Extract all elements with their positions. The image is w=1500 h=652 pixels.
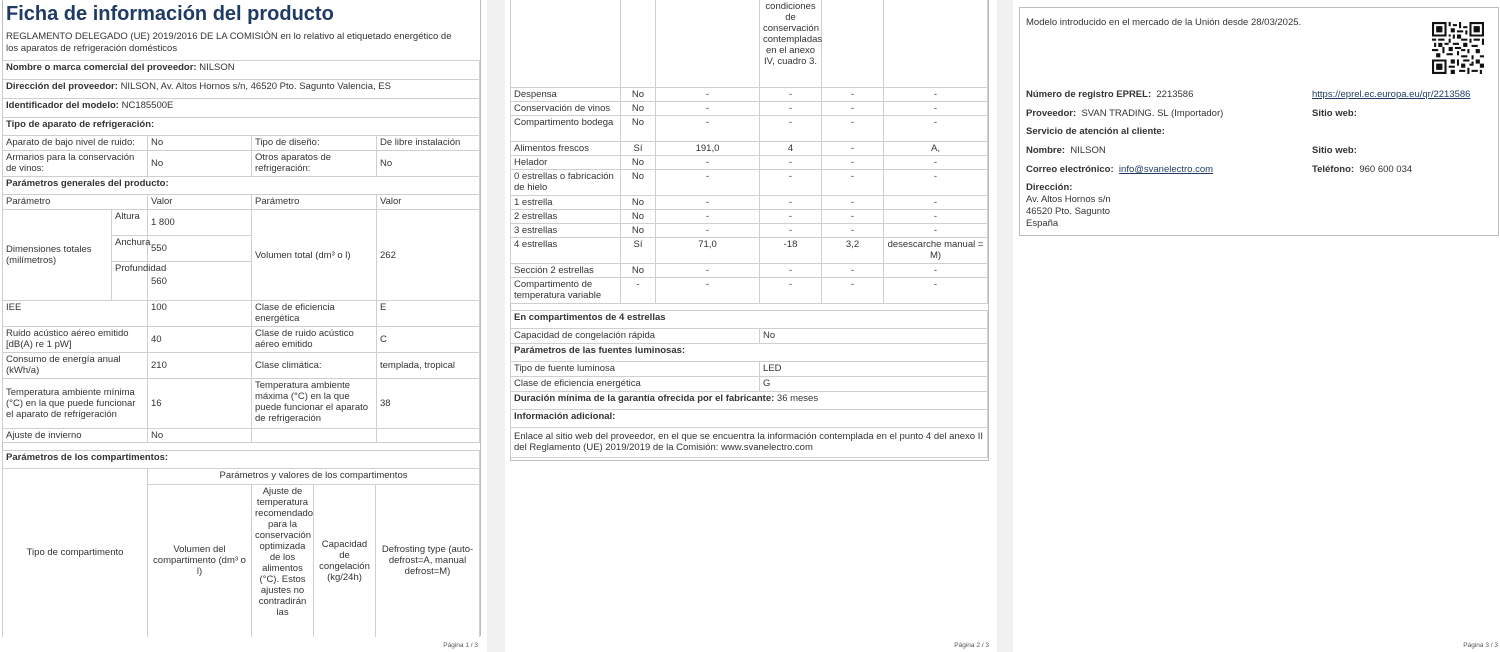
light-params-heading: Parámetros de las fuentes luminosas:: [511, 344, 988, 362]
compartment-defrost: -: [884, 87, 988, 101]
compartment-present: Sí: [621, 237, 656, 263]
compartment-defrost: -: [884, 155, 988, 169]
col-param-header: Parámetro: [3, 195, 148, 210]
page-3: [1013, 0, 1500, 652]
general-params-heading: Parámetros generales del producto:: [3, 177, 480, 195]
compartment-defrost: -: [884, 115, 988, 141]
energy-value: 210: [148, 353, 252, 379]
address-line-1: Av. Altos Hornos s/n: [1026, 194, 1111, 205]
noise-class-value: C: [377, 327, 480, 353]
compartments-table-continued: [510, 0, 988, 304]
eprel-value: 2213586: [1156, 89, 1194, 100]
other-label: Otros aparatos de refrigeración:: [252, 151, 377, 177]
compartment-temp: -18: [760, 237, 822, 263]
compartment-present: No: [621, 263, 656, 277]
light-type-value: LED: [760, 362, 988, 377]
comp-values-header: Parámetros y valores de los compartimentos: [148, 469, 480, 485]
winter-value: No: [148, 429, 252, 443]
product-info-table: [2, 60, 480, 443]
compartment-freeze: 3,2: [822, 237, 884, 263]
compartment-vol: -: [656, 87, 760, 101]
compartment-name: Compartimento de temperatura variable: [511, 277, 621, 303]
compartment-vol: -: [656, 155, 760, 169]
fast-freeze-value: No: [760, 329, 988, 344]
compartment-row: [511, 237, 988, 263]
eei-label: IEE: [3, 301, 148, 327]
compartment-freeze: -: [822, 169, 884, 195]
compartment-row: [511, 155, 988, 169]
compartment-row: [511, 263, 988, 277]
eff-class-label: Clase de eficiencia energética: [252, 301, 377, 327]
supplier-value: SVAN TRADING. SL (Importador): [1081, 108, 1224, 119]
address-heading: Dirección:: [1026, 182, 1073, 193]
compartment-defrost: desescarche manual = M): [884, 237, 988, 263]
compartment-vol: -: [656, 263, 760, 277]
info-row: [511, 428, 988, 458]
info-heading: Información adicional:: [511, 410, 988, 428]
compartment-temp: -: [760, 115, 822, 141]
extra-params-table: [510, 310, 988, 458]
page-3-footer: Página 3 / 3: [1463, 642, 1498, 649]
light-class-label: Clase de eficiencia energética: [511, 377, 760, 392]
compartment-vol: -: [656, 169, 760, 195]
compartment-temp: -: [760, 87, 822, 101]
compartment-temp: -: [760, 223, 822, 237]
height-label: Altura: [112, 210, 148, 236]
compartment-name: 3 estrellas: [511, 223, 621, 237]
compartment-present: No: [621, 87, 656, 101]
fast-freeze-label: Capacidad de congelación rápida: [511, 329, 760, 344]
compartment-name: 4 estrellas: [511, 237, 621, 263]
wine-value: No: [148, 151, 252, 177]
compartment-freeze: -: [822, 209, 884, 223]
website-label: Sitio web:: [1312, 108, 1357, 119]
compartment-name: Compartimento bodega: [511, 115, 621, 141]
compartment-defrost: -: [884, 223, 988, 237]
compartment-defrost: -: [884, 195, 988, 209]
compartment-temp: -: [760, 155, 822, 169]
comp-volume-header: Volumen del compartimento (dm³ o l): [148, 485, 252, 637]
compartment-defrost: -: [884, 169, 988, 195]
compartment-present: No: [621, 209, 656, 223]
compartment-name: Helador: [511, 155, 621, 169]
height-value: 1 800: [148, 210, 252, 236]
compartment-row: [511, 101, 988, 115]
comp-temp-header-cont: condiciones de conservación contempladas en el anexo IV, cuadro 3.: [760, 0, 822, 87]
design-label: Tipo de diseño:: [252, 136, 377, 151]
compartment-temp: 4: [760, 141, 822, 155]
email-link[interactable]: info@svanelectro.com: [1118, 164, 1214, 175]
compartment-freeze: -: [822, 141, 884, 155]
compartment-defrost: A,: [884, 141, 988, 155]
compartment-name: Despensa: [511, 87, 621, 101]
compartment-present: No: [621, 169, 656, 195]
depth-value: 560: [148, 262, 252, 301]
col-param-header-2: Parámetro: [252, 195, 377, 210]
noise-class-label: Clase de ruido acústico aéreo emitido: [252, 327, 377, 353]
noise-label: Ruido acústico aéreo emitido [dB(A) re 1 pW]: [3, 327, 148, 353]
width-value: 550: [148, 236, 252, 262]
supplier-row: Proveedor: SVAN TRADING. SL (Importador): [1026, 108, 1224, 119]
compartment-temp: -: [760, 277, 822, 303]
compartments-table: [2, 450, 480, 637]
compartment-name: 1 estrella: [511, 195, 621, 209]
compartment-temp: -: [760, 101, 822, 115]
compartment-freeze: -: [822, 195, 884, 209]
compartment-temp: -: [760, 169, 822, 195]
eff-class-value: E: [377, 301, 480, 327]
info-text: Enlace al sitio web del proveedor, en el que se encuentra la información contemplada en el punto 4 del anexo II del Reglamento (UE) 2019/2019 de la Comisión:: [514, 431, 983, 453]
tmin-value: 16: [148, 379, 252, 429]
address-line-3: España: [1026, 218, 1059, 229]
tmax-value: 38: [377, 379, 480, 429]
compartment-vol: -: [656, 223, 760, 237]
page-1: [0, 0, 487, 652]
address-value: NILSON, Av. Altos Hornos s/n, 46520 Pto. Sagunto Valencia, ES: [120, 81, 391, 92]
compartment-name: 2 estrellas: [511, 209, 621, 223]
compartment-present: No: [621, 223, 656, 237]
comp-defrost-header: Defrosting type (auto-defrost=A, manual defrost=M): [376, 485, 480, 637]
four-star-heading: En compartimentos de 4 estrellas: [511, 311, 988, 329]
wine-label: Armarios para la conservación de vinos:: [3, 151, 148, 177]
low-noise-label: Aparato de bajo nivel de ruido:: [3, 136, 148, 151]
compartment-vol: -: [656, 195, 760, 209]
compartment-row: [511, 169, 988, 195]
info-url: www.svanelectro.com: [721, 442, 813, 453]
compartment-name: Conservación de vinos: [511, 101, 621, 115]
depth-label: Profundidad: [112, 262, 148, 301]
compartment-freeze: -: [822, 101, 884, 115]
website-label-2: Sitio web:: [1312, 145, 1357, 156]
compartment-name: Alimentos frescos: [511, 141, 621, 155]
compartment-temp: -: [760, 263, 822, 277]
low-noise-value: No: [148, 136, 252, 151]
name-row: Nombre: NILSON: [1026, 145, 1106, 156]
brand-value: NILSON: [199, 62, 235, 73]
compartment-row: [511, 277, 988, 303]
comp-freeze-header: Capacidad de congelación (kg/24h): [314, 485, 376, 637]
compartment-defrost: -: [884, 277, 988, 303]
compartment-freeze: -: [822, 223, 884, 237]
page-2-footer: Página 2 / 3: [954, 642, 989, 649]
compartment-freeze: -: [822, 115, 884, 141]
page-2: [505, 0, 997, 652]
address-line-2: 46520 Pto. Sagunto: [1026, 206, 1110, 217]
comp-type-header: Tipo de compartimento: [3, 469, 148, 637]
compartment-present: -: [621, 277, 656, 303]
comp-temp-header: Ajuste de temperatura recomendado para la conservación optimizada de los alimentos (°C). Estos ajustes no contradirán las: [252, 485, 314, 637]
compartment-name: 0 estrellas o fabricación de hielo: [511, 169, 621, 195]
compartment-freeze: -: [822, 87, 884, 101]
compartment-vol: -: [656, 209, 760, 223]
regulation-text: REGLAMENTO DELEGADO (UE) 2019/2016 DE LA COMISIÓN en lo relativo al etiquetado energético de los aparatos de refrigeración domésticos: [6, 31, 452, 54]
noise-value: 40: [148, 327, 252, 353]
compartment-present: No: [621, 155, 656, 169]
compartment-vol: 71,0: [656, 237, 760, 263]
volume-value: 262: [377, 210, 480, 301]
eprel-row: Número de registro EPREL: 2213586: [1026, 89, 1194, 100]
page-1-footer: Página 1 / 3: [443, 642, 478, 649]
compartment-vol: -: [656, 101, 760, 115]
compartment-temp: -: [760, 209, 822, 223]
compartment-vol: -: [656, 277, 760, 303]
other-value: No: [377, 151, 480, 177]
compartment-row: [511, 223, 988, 237]
compartment-defrost: -: [884, 101, 988, 115]
model-value: NC185500E: [121, 100, 174, 111]
address-row: Dirección del proveedor: NILSON, Av. Altos Hornos s/n, 46520 Pto. Sagunto Valencia, ES: [3, 80, 480, 99]
compartment-temp: -: [760, 195, 822, 209]
winter-label: Ajuste de invierno: [3, 429, 148, 443]
compartment-present: No: [621, 101, 656, 115]
col-value-header: Valor: [148, 195, 252, 210]
market-text: Modelo introducido en el mercado de la Unión desde 28/03/2025.: [1026, 17, 1302, 28]
warranty-row: Duración mínima de la garantía ofrecida por el fabricante: 36 meses: [511, 392, 988, 410]
dims-label: Dimensiones totales (milímetros): [3, 210, 112, 301]
energy-label: Consumo de energía anual (kWh/a): [3, 353, 148, 379]
email-row: Correo electrónico: info@svanelectro.com: [1026, 164, 1214, 175]
col-value-header-2: Valor: [377, 195, 480, 210]
compartment-row: [511, 195, 988, 209]
compartment-vol: 191,0: [656, 141, 760, 155]
climate-value: templada, tropical: [377, 353, 480, 379]
compartment-defrost: -: [884, 263, 988, 277]
volume-label: Volumen total (dm³ o l): [252, 210, 377, 301]
brand-row: Nombre o marca comercial del proveedor: NILSON: [3, 61, 480, 80]
qr-code-icon[interactable]: [1432, 22, 1484, 74]
compartment-freeze: -: [822, 263, 884, 277]
compartment-present: Sí: [621, 141, 656, 155]
warranty-value: 36 meses: [776, 393, 819, 404]
eprel-link[interactable]: https://eprel.ec.europa.eu/qr/2213586: [1312, 89, 1471, 100]
light-type-label: Tipo de fuente luminosa: [511, 362, 760, 377]
light-class-value: G: [760, 377, 988, 392]
phone-row: Teléfono: 960 600 034: [1312, 164, 1413, 175]
eei-value: 100: [148, 301, 252, 327]
name-value: NILSON: [1070, 145, 1106, 156]
phone-value: 960 600 034: [1359, 164, 1413, 175]
compartment-row: [511, 209, 988, 223]
model-row: Identificador del modelo: NC185500E: [3, 99, 480, 118]
appliance-type-heading: Tipo de aparato de refrigeración:: [3, 118, 480, 136]
compartment-row: [511, 115, 988, 141]
service-heading: Servicio de atención al cliente:: [1026, 126, 1165, 137]
compartment-name: Sección 2 estrellas: [511, 263, 621, 277]
compartment-row: [511, 87, 988, 101]
compartment-freeze: -: [822, 277, 884, 303]
compartment-present: No: [621, 115, 656, 141]
tmax-label: Temperatura ambiente máxima (°C) en la que puede funcionar el aparato de refrigeración: [252, 379, 377, 429]
compartment-defrost: -: [884, 209, 988, 223]
climate-label: Clase climática:: [252, 353, 377, 379]
page-title: Ficha de información del producto: [6, 3, 334, 25]
comp-params-heading: Parámetros de los compartimentos:: [3, 451, 480, 469]
width-label: Anchura: [112, 236, 148, 262]
compartment-vol: -: [656, 115, 760, 141]
compartment-freeze: -: [822, 155, 884, 169]
tmin-label: Temperatura ambiente mínima (°C) en la que puede funcionar el aparato de refrigeración: [3, 379, 148, 429]
design-value: De libre instalación: [377, 136, 480, 151]
compartment-row: [511, 141, 988, 155]
compartment-present: No: [621, 195, 656, 209]
